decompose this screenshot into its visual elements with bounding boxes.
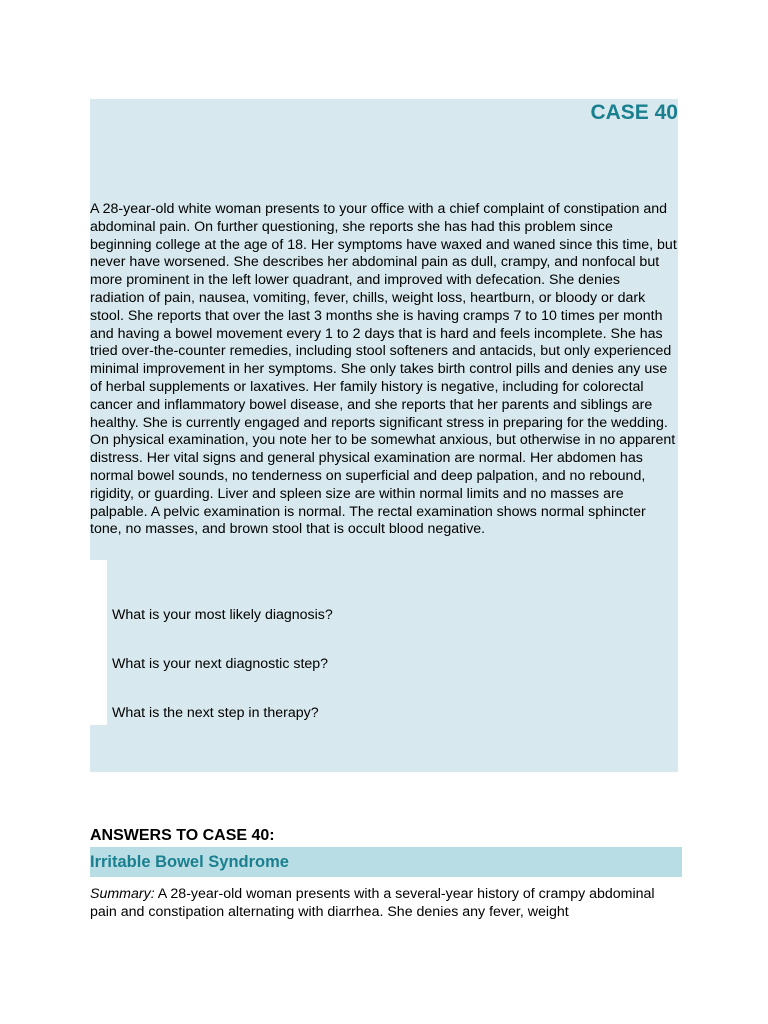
case-description: A 28-year-old white woman presents to your office with a chief complaint of constipation and abdominal pain. On further questioning, she reports she has had this problem since beginning college at the age of 18. Her symptoms have waxed and waned since this time, but never have worsened. She describes her abdominal pain as dull, crampy, and nonfocal but more prominent in the left lower quadrant, and improved with defecation. She denies radiation of pain, nausea, vomiting, fever, chills, weight loss, heartburn, or bloody or dark stool. She reports that over the last 3 months she is having cramps 7 to 10 times per month and having a bowel movement every 1 to 2 days that is hard and feels incomplete. She has tried over-the-counter remedies, including stool softeners and antacids, but only experienced minimal improvement in her symptoms. She only takes birth control pills and denies any use of herbal supplements or laxatives. Her family history is negative, including for colorectal cancer and inflammatory bowel disease, and she reports that her parents and siblings are healthy. She is currently engaged and reports significant stress in preparing for the wedding. On physical examination, you note her to be somewhat anxious, but otherwise in no apparent distress. Her vital signs and general physical examination are normal. Her abdomen has normal bowel sounds, no tenderness on superficial and deep palpation, and no rebound, rigidity, or guarding. Liver and spleen size are within normal limits and no masses are palpable. A pelvic examination is normal. The rectal examination shows normal sphincter tone, no masses, and brown stool that is occult blood negative. xyxy=(90,201,677,538)
summary-label: Summary: xyxy=(90,886,155,902)
summary-paragraph xyxy=(90,886,680,922)
question-indent-gap xyxy=(90,560,107,725)
diagnosis-bar xyxy=(90,847,682,877)
question-diagnosis: What is your most likely diagnosis? xyxy=(112,607,333,623)
case-questions xyxy=(112,607,672,754)
summary-text: A 28-year-old woman presents with a several-year history of crampy abdominal pain and constipation alternating with diarrhea. She denies any fever, weight xyxy=(90,886,655,920)
question-diagnostic-step: What is your next diagnostic step? xyxy=(112,656,329,672)
question-therapy-step: What is the next step in therapy? xyxy=(112,705,319,721)
answers-heading: ANSWERS TO CASE 40: xyxy=(90,827,275,844)
case-box xyxy=(90,99,678,772)
diagnosis-title: Irritable Bowel Syndrome xyxy=(90,853,289,871)
case-title: CASE 40 xyxy=(590,101,678,124)
